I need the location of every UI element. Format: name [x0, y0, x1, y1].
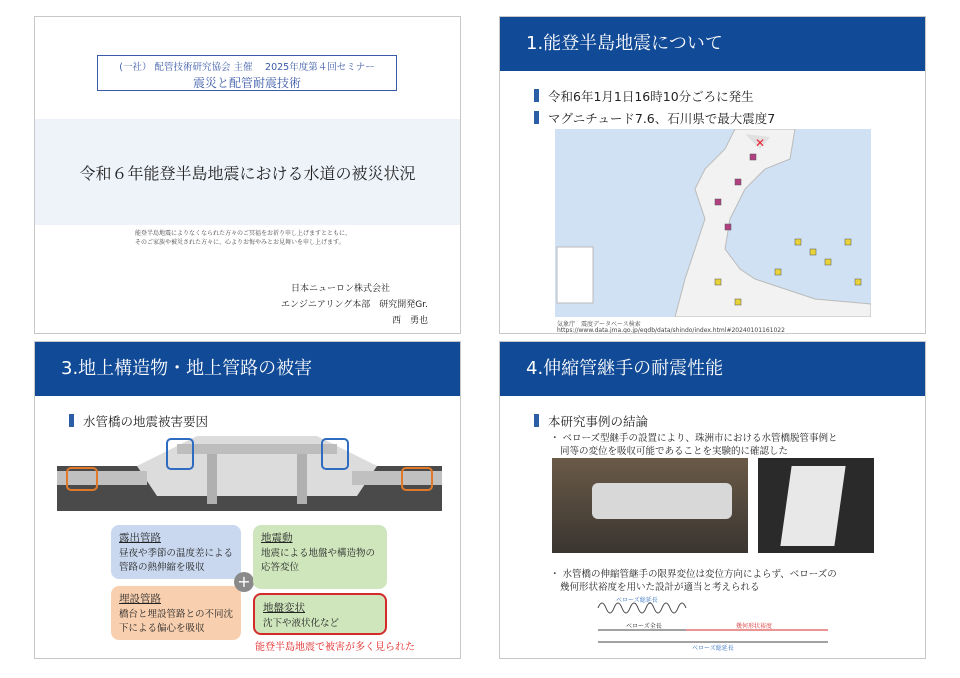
buried-pipe-text: 橋台と埋設管路との不同沈下による偏心を吸収 — [119, 609, 234, 634]
slide-header: 3.地上構造物・地上管路の被害 — [35, 342, 460, 396]
seismic-intensity-map — [555, 129, 871, 317]
point1-line1: ・ ベローズ型継手の設置により、珠洲市における水管橋脱管事例と — [550, 433, 838, 444]
bullet-conclusion: 本研究事例の結論 — [534, 412, 648, 430]
exposed-pipe-title: 露出管路 — [119, 532, 161, 544]
presenter-name: 西 勇也 — [391, 316, 428, 326]
exposed-pipe-box — [111, 525, 241, 579]
seminar-line1: (一社） 配管技術研究協会 主催 2025年度第４回セミナー — [119, 62, 375, 73]
plus-icon: + — [234, 572, 254, 592]
point1-line2: 同等の変位を吸収可能であることを実験的に確認した — [560, 446, 789, 457]
condolence-line1: 能登半島地震によりなくなられた方々のご冥福をお祈り申し上げますとともに、 — [135, 230, 352, 237]
seismic-motion-title: 地震動 — [261, 532, 293, 544]
condolence-line2: そのご家族や被災された方々に、心よりお悔やみとお見舞いを申し上げます。 — [135, 239, 345, 246]
slide-joint-performance[interactable] — [499, 341, 926, 659]
ground-deformation-text: 沈下や液状化など — [263, 618, 340, 629]
bullet-damage-factors: 水管橋の地震被害要因 — [69, 412, 208, 430]
water-bridge-diagram — [57, 436, 442, 518]
slide-title[interactable] — [34, 16, 461, 334]
slide-structure-damage[interactable] — [34, 341, 461, 659]
seismic-motion-box — [253, 525, 387, 589]
epicenter-icon: ✕ — [755, 136, 766, 150]
label-total-top: ベローズ総延長 — [616, 597, 658, 604]
map-svg — [555, 129, 871, 317]
department-name: エンジニアリング本部 研究開発Gr. — [281, 300, 428, 310]
bullet-magnitude: マグニチュード7.6、石川県で最大震度7 — [534, 109, 775, 127]
conclusion-point2 — [550, 568, 837, 594]
conclusion-point1 — [550, 432, 838, 458]
company-name: 日本ニューロン株式会社 — [290, 284, 390, 294]
field-photo — [552, 458, 748, 553]
seminar-box — [97, 55, 397, 91]
slide-header: 4.伸縮管継手の耐震性能 — [500, 342, 925, 396]
test-photo — [758, 458, 874, 553]
seminar-line2: 震災と配管耐震技術 — [192, 76, 301, 90]
point2-line1: ・ 水管橋の伸縮管継手の限界変位は変位方向によらず、ベローズの — [550, 569, 837, 580]
exposed-pipe-text: 昼夜や季節の温度差による管路の熱伸縮を吸収 — [119, 548, 234, 573]
ground-deformation-box — [253, 593, 387, 635]
bullet-occurrence: 令和6年1月1日16時10分ごろに発生 — [534, 87, 754, 105]
ground-deformation-title: 地盤変状 — [263, 602, 305, 614]
damage-conclusion: 能登半島地震で被害が多く見られた — [255, 642, 415, 653]
condolence-note — [135, 229, 351, 247]
point2-line2: 幾何形状裕度を用いた設計が適当と考えられる — [560, 582, 760, 593]
map-source-url[interactable]: https://www.data.jma.go.jp/eqdb/data/shindo/index.html#20240101161022 — [557, 327, 785, 334]
buried-pipe-title: 埋設管路 — [119, 593, 161, 605]
label-total-bottom: ベローズ総延長 — [692, 645, 734, 652]
label-full-length: ベローズ全長 — [626, 623, 662, 630]
seismic-motion-text: 地震による地盤や構造物の応答変位 — [261, 548, 376, 573]
slide-earthquake[interactable] — [499, 16, 926, 334]
presentation-title: 令和６年能登半島地震における水道の被災状況 — [79, 164, 416, 183]
bellows-dimension-diagram — [596, 596, 836, 652]
slide-header: 1.能登半島地震について — [500, 17, 925, 71]
label-geometric-margin: 幾何形状裕度 — [736, 623, 773, 630]
buried-pipe-box — [111, 586, 241, 640]
map-source-name: 気象庁 震度データベース検索 — [557, 321, 641, 328]
